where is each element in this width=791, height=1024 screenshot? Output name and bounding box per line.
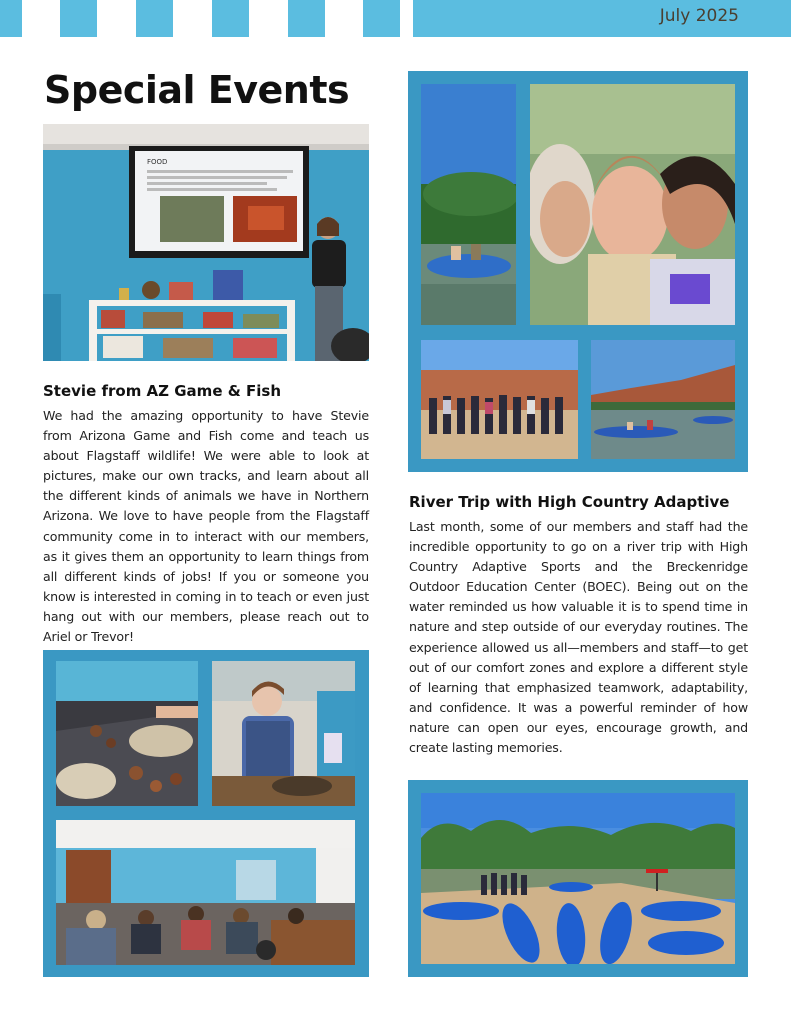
issue-date: July 2025 <box>659 6 739 26</box>
section-body: We had the amazing opportunity to have Stevie from Arizona Game and Fish come and teach us about Flagstaff wildlife! We were able to look at pictures, make our own tracks, and learn about all the different kinds of animals we have in Northern Arizona. We love to have people from the Flagstaff community come in to interact with our members, as it gives them an opportunity to learn things from all different kinds of jobs! If you or someone you know is interested in coming in to teach or even just hang out with our members, please reach out to Ariel or Trevor! <box>43 408 369 645</box>
page-title: Special Events <box>44 68 350 112</box>
section-heading: River Trip with High Country Adaptive <box>409 493 730 511</box>
photo-group-beach <box>421 340 578 459</box>
photo-raft-river <box>421 84 516 325</box>
photo-presentation <box>43 124 369 361</box>
section-body: Last month, some of our members and staff had the incredible opportunity to go on a river trip with High Country Adaptive Sports and the Breckenridge Outdoor Education Center (BOEC). Being out on the water reminded us how valuable it is to spend time in nature and step outside of our everyday routines. The experience allowed us all—members and staff—to get out of our comfort zones and explore a different style of learning that emphasized teamwork, adaptability, and confidence. It was a powerful reminder of how nature can open our eyes, encourage growth, and create lasting memories. <box>409 519 748 756</box>
header-stripe <box>363 0 400 37</box>
slide-title: FOOD <box>147 158 168 166</box>
photo-rafts-shore <box>421 793 735 964</box>
header-stripe <box>212 0 249 37</box>
header-stripe <box>60 0 97 37</box>
header-bar <box>0 0 791 37</box>
section-heading: Stevie from AZ Game & Fish <box>43 382 282 400</box>
photo-rafts-canyon <box>591 340 735 459</box>
photo-member-tracks <box>212 661 355 806</box>
header-stripe <box>136 0 173 37</box>
photo-group-room <box>56 820 355 965</box>
photo-selfie <box>530 84 735 325</box>
header-stripe <box>288 0 325 37</box>
photo-tracks-table <box>56 661 198 806</box>
header-stripe <box>0 0 22 37</box>
